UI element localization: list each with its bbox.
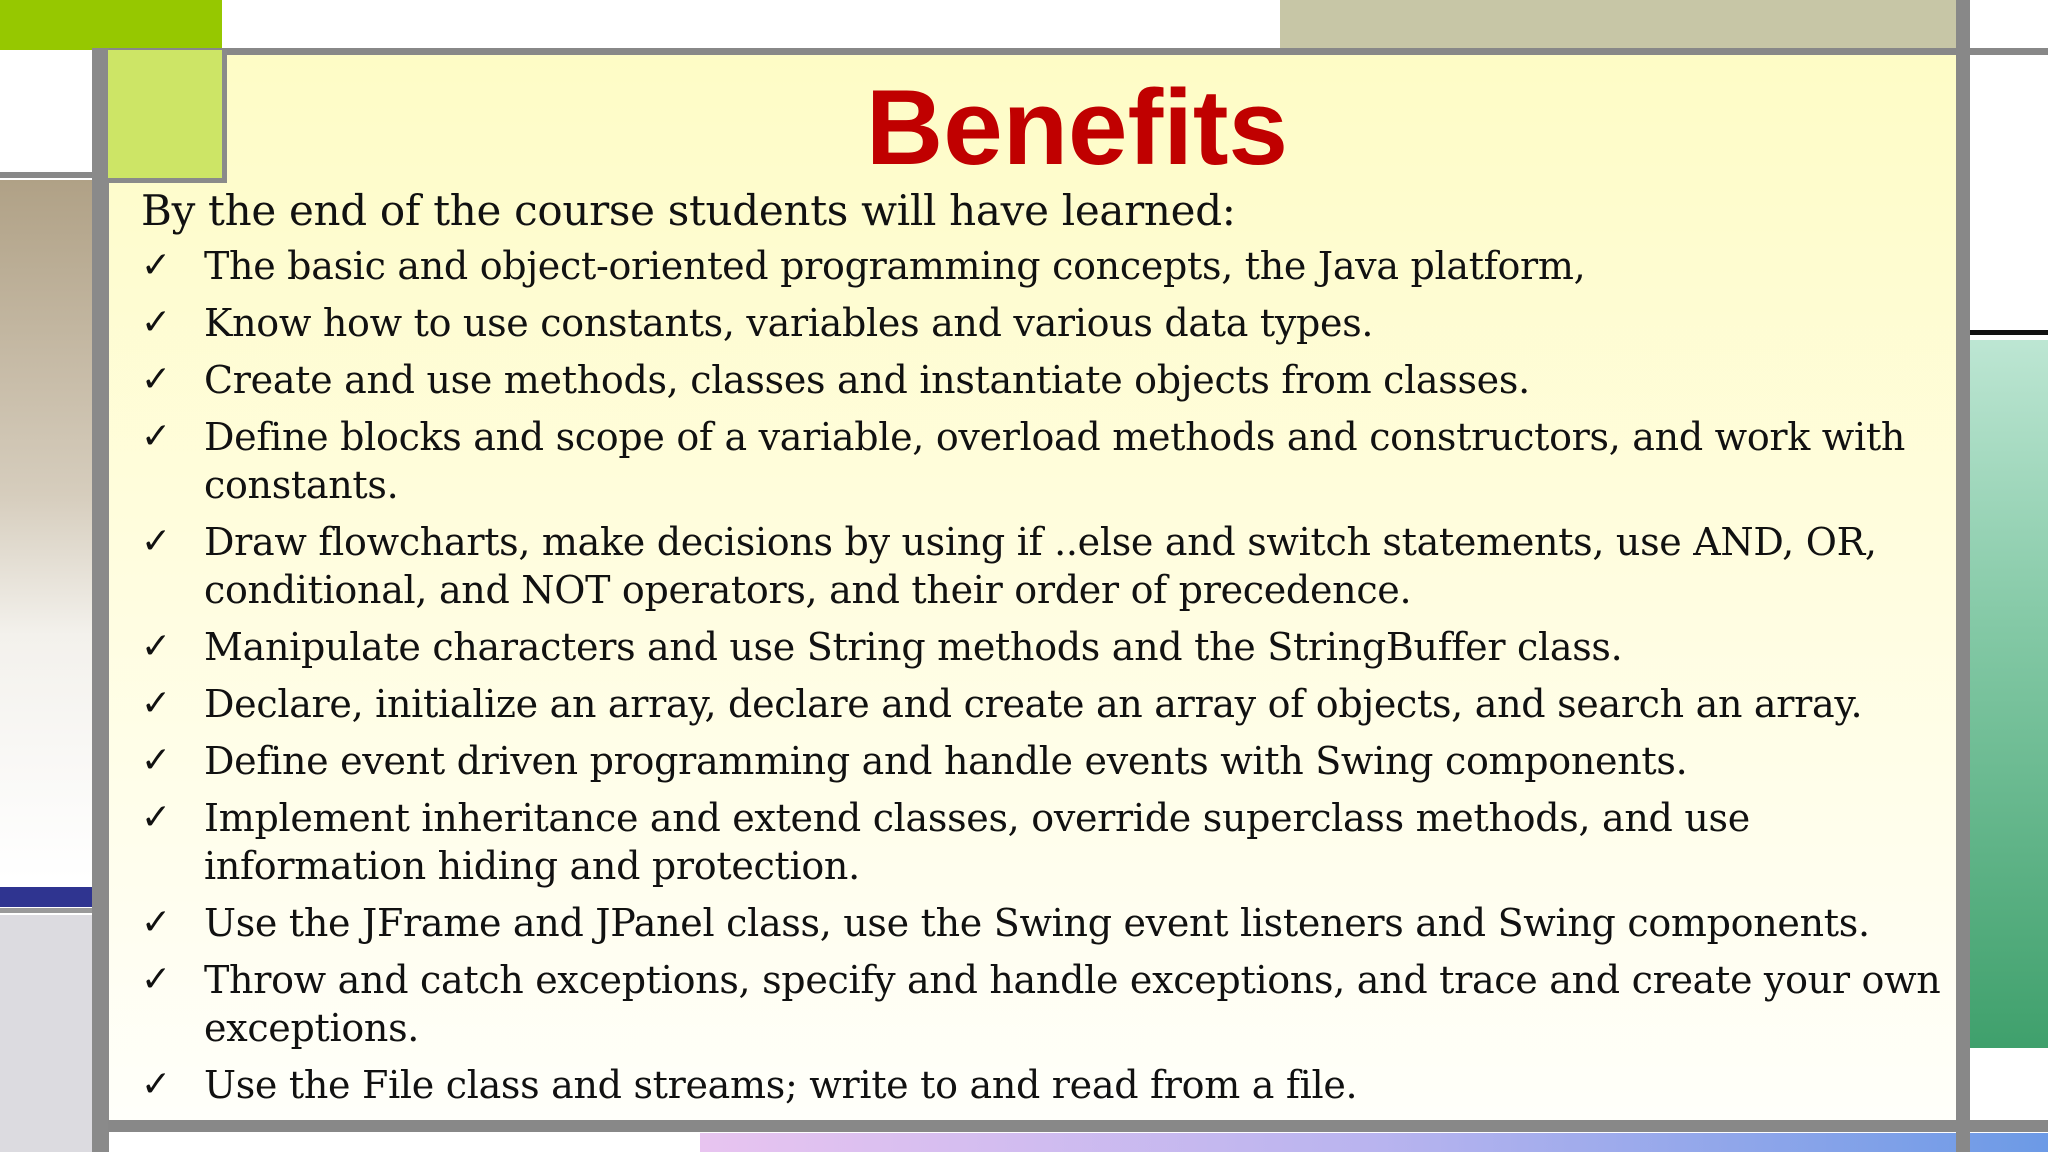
intro-text: By the end of the course students will have learned: xyxy=(141,186,1236,235)
list-item xyxy=(141,1061,1941,1109)
decor-left-gray-block xyxy=(0,915,94,1152)
list-item-text: Use the File class and streams; write to and read from a file. xyxy=(204,1063,1358,1107)
checkmark-icon: ✓ xyxy=(141,959,171,1000)
frame-left-blue-edge-line xyxy=(0,908,94,913)
benefits-list xyxy=(141,242,1941,1118)
frame-left-edge-line xyxy=(0,172,94,178)
list-item-text: The basic and object-oriented programming concepts, the Java platform, xyxy=(204,244,1586,288)
list-item xyxy=(141,299,1941,347)
checkmark-icon: ✓ xyxy=(141,683,171,724)
list-item xyxy=(141,956,1941,1052)
list-item-text: Implement inheritance and extend classes, override superclass methods, and use information hiding and protection. xyxy=(204,796,1750,888)
checkmark-icon: ✓ xyxy=(141,797,171,838)
checkmark-icon: ✓ xyxy=(141,902,171,943)
list-item-text: Declare, initialize an array, declare and create an array of objects, and search an array. xyxy=(204,682,1863,726)
checkmark-icon: ✓ xyxy=(141,245,171,286)
list-item xyxy=(141,518,1941,614)
decor-left-strip xyxy=(0,180,94,880)
list-item-text: Know how to use constants, variables and various data types. xyxy=(204,301,1374,345)
list-item xyxy=(141,737,1941,785)
list-item-text: Throw and catch exceptions, specify and handle exceptions, and trace and create your own exceptions. xyxy=(204,958,1941,1050)
checkmark-icon: ✓ xyxy=(141,359,171,400)
list-item-text: Draw flowcharts, make decisions by using if ..else and switch statements, use AND, OR, conditional, and NOT operators, and their order of precedence. xyxy=(204,520,1877,612)
checkmark-icon: ✓ xyxy=(141,1064,171,1105)
list-item xyxy=(141,623,1941,671)
decor-right-teal-strip xyxy=(1970,340,2048,1048)
decor-bottom-gradient-bar xyxy=(700,1133,2048,1152)
checkmark-icon: ✓ xyxy=(141,521,171,562)
frame-top-right-line xyxy=(1962,48,2048,55)
list-item xyxy=(141,356,1941,404)
list-item xyxy=(141,413,1941,509)
list-item xyxy=(141,242,1941,290)
frame-left-line xyxy=(92,48,109,1152)
list-item xyxy=(141,680,1941,728)
list-item xyxy=(141,899,1941,947)
list-item-text: Define blocks and scope of a variable, overload methods and constructors, and work with constants. xyxy=(204,415,1906,507)
frame-bottom-line xyxy=(108,1120,2048,1132)
decor-green-bar xyxy=(0,0,222,50)
list-item-text: Manipulate characters and use String methods and the StringBuffer class. xyxy=(204,625,1623,669)
decor-khaki-bar xyxy=(1280,0,1957,50)
checkmark-icon: ✓ xyxy=(141,626,171,667)
decor-left-blue-bar xyxy=(0,887,94,907)
list-item-text: Define event driven programming and handle events with Swing components. xyxy=(204,739,1688,783)
list-item xyxy=(141,794,1941,890)
list-item-text: Use the JFrame and JPanel class, use the Swing event listeners and Swing components. xyxy=(204,901,1870,945)
checkmark-icon: ✓ xyxy=(141,416,171,457)
decor-right-black-line xyxy=(1962,330,2048,335)
checkmark-icon: ✓ xyxy=(141,302,171,343)
frame-top-line xyxy=(108,48,1968,55)
checkmark-icon: ✓ xyxy=(141,740,171,781)
slide-title: Benefits xyxy=(865,67,1289,187)
list-item-text: Create and use methods, classes and instantiate objects from classes. xyxy=(204,358,1530,402)
